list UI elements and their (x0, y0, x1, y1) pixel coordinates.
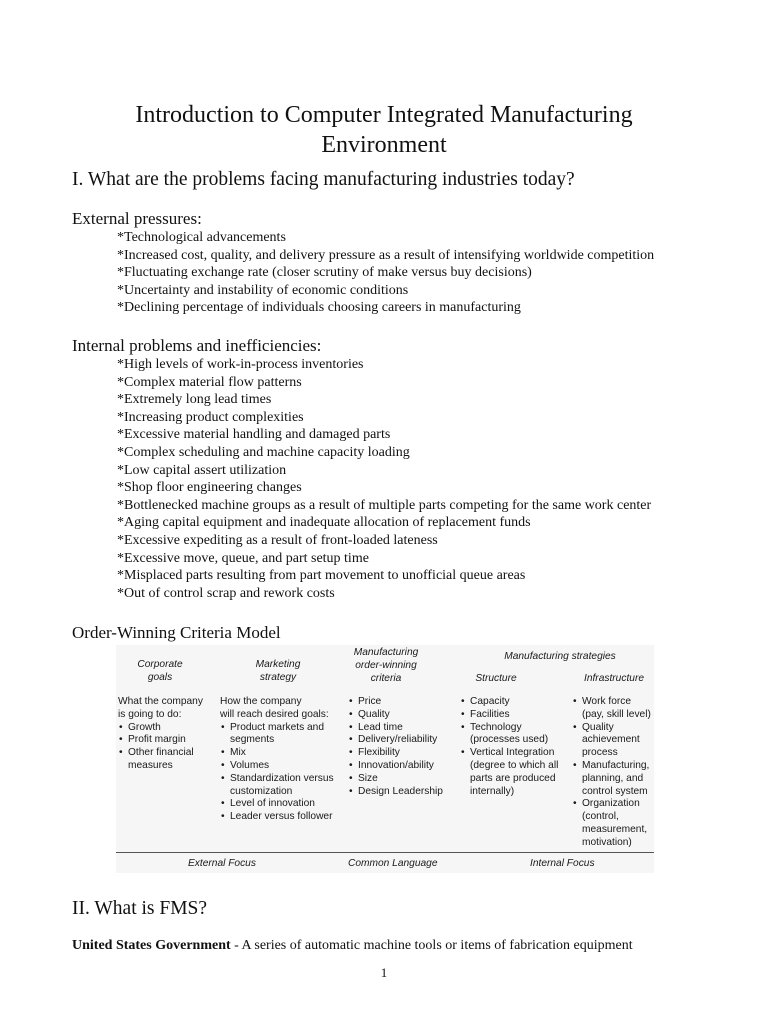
list-item: • Quality achievement process (572, 722, 654, 760)
col-header-infrastructure: Infrastructure (583, 673, 645, 684)
title-line-1: Introduction to Computer Integrated Manufacturing (135, 102, 633, 128)
list-item: *Bottlenecked machine groups as a result of multiple parts competing for the same work center (117, 497, 652, 513)
list-item: • Work force (pay, skill level) (572, 696, 654, 722)
list-item: *Extremely long lead times (117, 392, 272, 408)
col-header-marketing-strategy: Marketing strategy (255, 659, 301, 683)
footer-common-language: Common Language (348, 858, 438, 869)
list-item: • Other financial measures (118, 747, 218, 773)
list-item: • Vertical Integration (degree to which all parts are produced internally) (460, 747, 568, 798)
list-item: *Out of control scrap and rework costs (117, 585, 335, 601)
list-item: • Technology (processes used) (460, 722, 568, 748)
column-order-winning-criteria (348, 696, 458, 798)
order-winning-criteria-figure (116, 645, 654, 873)
footer-internal-focus: Internal Focus (530, 858, 595, 869)
external-pressures-list (117, 229, 654, 317)
list-item: • Volumes (220, 760, 348, 773)
list-item: • Standardization versus customization (220, 773, 348, 799)
figure-divider (116, 852, 654, 853)
list-item: *Low capital assert utilization (117, 462, 287, 478)
list-item: • Facilities (460, 709, 568, 722)
list-item: *Misplaced parts resulting from part movement to unofficial queue areas (117, 568, 526, 584)
document-title (0, 100, 768, 160)
external-pressures-heading: External pressures: (72, 209, 202, 228)
list-item: *Technological advancements (117, 230, 286, 245)
list-item: • Size (348, 773, 458, 786)
model-heading: Order-Winning Criteria Model (72, 623, 281, 642)
list-item: *Fluctuating exchange rate (closer scrutiny of make versus buy decisions) (117, 265, 532, 281)
list-item: *Complex material flow patterns (117, 374, 302, 390)
internal-problems-list (117, 356, 651, 602)
column-structure (460, 696, 568, 798)
page-number: 1 (380, 965, 388, 980)
list-item: *Declining percentage of individuals choosing careers in manufacturing (117, 300, 521, 316)
fms-definition (72, 937, 633, 955)
fms-definition-text: - A series of automatic machine tools or items of fabrication equipment (230, 938, 633, 953)
footer-external-focus: External Focus (188, 858, 256, 869)
internal-problems-heading: Internal problems and inefficiencies: (72, 336, 322, 355)
col-header-structure: Structure (475, 673, 517, 684)
list-item: • Capacity (460, 696, 568, 709)
list-item: *Excessive expediting as a result of front-loaded lateness (117, 532, 438, 548)
col-header-corporate-goals: Corporate goals (137, 659, 183, 683)
list-item: • Price (348, 696, 458, 709)
list-item: • Product markets and segments (220, 722, 348, 748)
list-item: *Complex scheduling and machine capacity loading (117, 444, 410, 460)
list-item: *High levels of work-in-process inventories (117, 357, 364, 372)
list-item: • Profit margin (118, 734, 218, 747)
column-marketing-strategy: How the company will reach desired goals: • Product markets and segments • Mix • Volumes • Standardization versus customization • Level of innovation • Leader versus follower (220, 696, 348, 824)
manufacturing-strategies-header: Manufacturing strategies (504, 651, 616, 662)
list-item: • Innovation/ability (348, 760, 458, 773)
list-item: • Manufacturing, planning, and control system (572, 760, 654, 798)
section-1-heading: I. What are the problems facing manufacturing industries today? (72, 169, 575, 190)
fms-definition-term: United States Government (72, 938, 231, 953)
list-item: • Level of innovation (220, 798, 348, 811)
list-item: *Excessive move, queue, and part setup time (117, 550, 369, 566)
list-item: *Increasing product complexities (117, 409, 304, 425)
section-2-heading: II. What is FMS? (72, 898, 208, 919)
list-item: • Organization (control, measurement, motivation) (572, 798, 654, 849)
title-line-2: Environment (321, 132, 447, 158)
list-item: • Flexibility (348, 747, 458, 760)
list-item: *Shop floor engineering changes (117, 480, 302, 496)
column-corporate-goals: What the company is going to do: • Growth • Profit margin • Other financial measures (118, 696, 218, 773)
column-infrastructure (572, 696, 654, 850)
list-item: *Aging capital equipment and inadequate allocation of replacement funds (117, 515, 531, 531)
list-item: *Increased cost, quality, and delivery pressure as a result of intensifying worldwide competition (117, 247, 655, 263)
list-item: • Growth (118, 722, 218, 735)
col-header-order-winning-criteria: Manufacturing order-winning criteria (353, 647, 419, 684)
list-item: *Excessive material handling and damaged parts (117, 427, 391, 443)
list-item: • Quality (348, 709, 458, 722)
list-item: • Lead time (348, 722, 458, 735)
list-item: *Uncertainty and instability of economic conditions (117, 282, 409, 298)
list-item: • Delivery/reliability (348, 734, 458, 747)
list-item: • Design Leadership (348, 786, 458, 799)
list-item: • Leader versus follower (220, 811, 348, 824)
list-item: • Mix (220, 747, 348, 760)
